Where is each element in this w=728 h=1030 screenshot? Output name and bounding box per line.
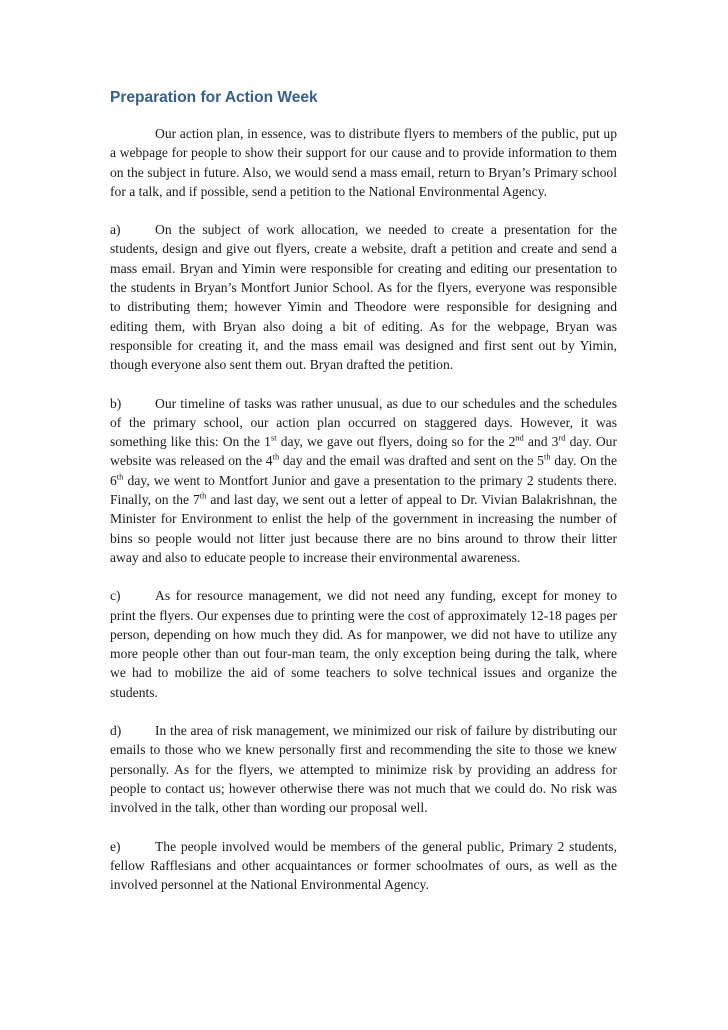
paragraph-e-marker: e) [110,838,121,854]
paragraph-b [110,394,617,568]
ordinal-suffix: nd [515,432,524,443]
paragraph-b-text-1: Our timeline of tasks was rather unusual, as due to our schedules and the schedules of the primary school, our action plan occurred on staggered days. However, it was something like this: On the 1 [110,395,617,450]
paragraph-b-text-5: day and the email was drafted and sent on the 5 [279,453,544,469]
paragraph-a [110,220,617,374]
ordinal-suffix: th [543,451,551,462]
paragraph-b-text-7: day, we went to Montfort Junior and gave a presentation to the primary 2 students there. Finally, on the 7 [110,472,617,508]
paragraph-b-text-4: day. Our website was released on the 4 [110,434,617,469]
paragraph-d-text: In the area of risk management, we minimized our risk of failure by distributing our emails to those who we knew personally first and recommending the site to those we knew personally. As for the flyers, we attempted to minimize risk by providing an address for people to contact us; however otherwise there was not much that we could do. No risk was involved in the talk, other than wording our proposal well. [110,723,617,816]
page-title: Preparation for Action Week [110,89,318,106]
paragraph-a-text: On the subject of work allocation, we needed to create a presentation for the students, design and give out flyers, create a website, draft a petition and create and send a mass email. Bryan and Yimin were responsible for creating and editing our presentation to the students in Bryan’s Montfort Junior School. As for the flyers, everyone was responsible to distributing them; however Yimin and Theodore were responsible for designing and editing them, with Bryan also doing a bit of editing. As for the webpage, Bryan was responsible for creating it, and the mass email was designed and first sent out by Yimin, though everyone also sent them out. Bryan drafted the petition. [110,222,617,373]
paragraph-d [110,721,617,817]
paragraph-d-marker: d) [110,723,122,739]
paragraph-c [110,586,617,702]
document-page [110,88,617,913]
paragraph-e-text: The people involved would be members of the general public, Primary 2 students, fellow Rafflesians and other acquaintances or former schoolmates of ours, as well as the involved personnel at the National Environmental Agency. [110,838,617,893]
paragraph-b-text-8: and last day, we sent out a letter of appeal to Dr. Vivian Balakrishnan, the Minister for Environment to enlist the help of the government in increasing the number of bins so people would not litter just because there are no bins around to throw their litter away and also to educate people to increase their environmental awareness. [110,492,617,565]
paragraph-e [110,837,617,895]
paragraph-a-marker: a) [110,222,121,238]
paragraph-b-text-3: and 3 [523,434,559,450]
paragraph-b-text-6: day. On the 6 [110,453,618,488]
ordinal-suffix: th [272,451,280,462]
paragraph-c-text: As for resource management, we did not need any funding, except for money to print the flyers. Our expenses due to printing were the cost of approximately 12-18 pages per person, depending on how much they did. As for manpower, we did not have to utilize any more people other than out four-man team, the only exception being during the talk, where we had to mobilize the aid of some teachers to solve technical issues and organize the students. [110,588,617,700]
intro-paragraph: Our action plan, in essence, was to distribute flyers to members of the public, put up a webpage for people to show their support for our cause and to provide information to them on the subject in future. Also, we would send a mass email, return to Bryan’s Primary school for a talk, and if possible, send a petition to the National Environmental Agency. [110,126,617,199]
ordinal-suffix: th [116,471,124,482]
ordinal-suffix: rd [558,432,566,443]
ordinal-suffix: th [199,490,207,501]
ordinal-suffix: st [270,432,277,443]
paragraph-c-marker: c) [110,588,121,604]
paragraph-b-text-2: day, we gave out flyers, doing so for the 2 [276,434,516,450]
paragraph-b-marker: b) [110,395,122,411]
